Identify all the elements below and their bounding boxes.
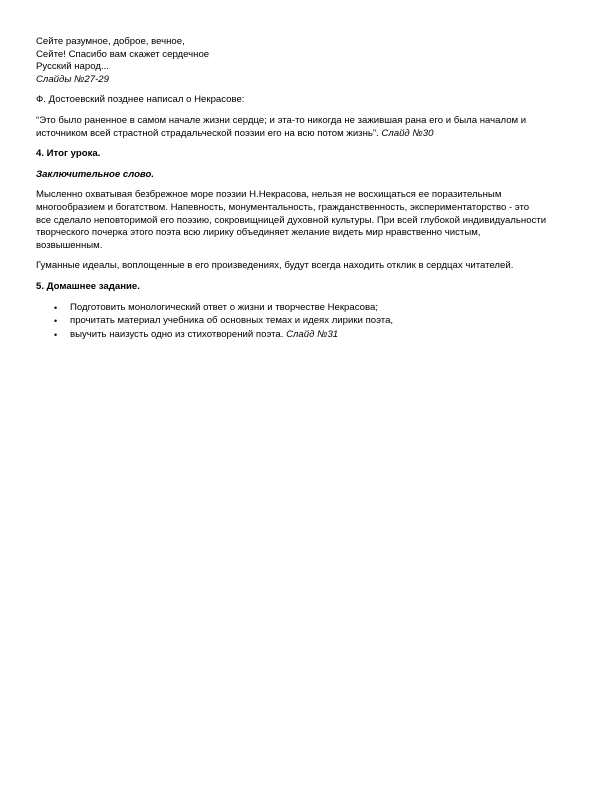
- slide-reference: Слайд №30: [381, 127, 434, 139]
- bullet-icon: •: [54, 316, 58, 327]
- poem-line: Сейте разумное, доброе, вечное,: [36, 36, 185, 47]
- paragraph-line: многообразием и богатством. Напевность, монументальность, гражданственность, экспериментаторство - это: [36, 201, 530, 213]
- homework-text: прочитать материал учебника об основных темах и идеях лирики поэта,: [70, 315, 394, 327]
- section-heading-homework: 5. Домашнее задание.: [36, 280, 140, 292]
- homework-text: выучить наизусть одно из стихотворений поэта.: [70, 328, 287, 340]
- closing-word-heading: Заключительное слово.: [36, 168, 155, 180]
- bullet-icon: •: [54, 329, 58, 340]
- slide-reference: Слайды №27-29: [36, 73, 109, 85]
- paragraph-line: Мысленно охватывая безбрежное море поэзии Н.Некрасова, нельзя не восхищаться ее поразительным: [36, 189, 502, 201]
- quote-line: [36, 128, 576, 141]
- poem-line: Сейте! Спасибо вам скажет сердечное: [36, 48, 210, 60]
- list-item: [36, 329, 576, 342]
- homework-text: Подготовить монологический ответ о жизни и творчестве Некрасова;: [70, 301, 378, 313]
- document-page: [36, 36, 576, 342]
- humane-ideals-paragraph: Гуманные идеалы, воплощенные в его произведениях, будут всегда находить отклик в сердцах читателей.: [36, 260, 514, 272]
- paragraph-line: все сделало неповторимой его поэзию, сокровищницей духовной культуры. При всей глубокой индивидуальности: [36, 214, 547, 226]
- quote-text: источником всей страстной страдальческой поэзии его на всю потом жизнь”.: [36, 127, 379, 139]
- list-item: [36, 315, 576, 328]
- dostoevsky-quote: [36, 115, 576, 140]
- quote-line: “Это было раненное в самом начале жизни сердце; и эта-то никогда не зажившая рана его и была началом и: [36, 114, 527, 126]
- closing-paragraph: [36, 189, 576, 252]
- paragraph-line: творческого почерка этого поэта всю лирику объединяет желание видеть мир нравственно чистым,: [36, 227, 481, 239]
- paragraph-line: возвышенным.: [36, 239, 103, 251]
- dostoevsky-intro: Ф. Достоевский позднее написал о Некрасове:: [36, 94, 245, 106]
- poem-line: Русский народ...: [36, 61, 109, 73]
- bullet-icon: •: [54, 302, 58, 313]
- slide-reference: Слайд №31: [286, 328, 339, 340]
- poem-excerpt: [36, 36, 576, 86]
- homework-list: [36, 302, 576, 342]
- list-item: [36, 302, 576, 315]
- section-heading-summary: 4. Итог урока.: [36, 148, 101, 160]
